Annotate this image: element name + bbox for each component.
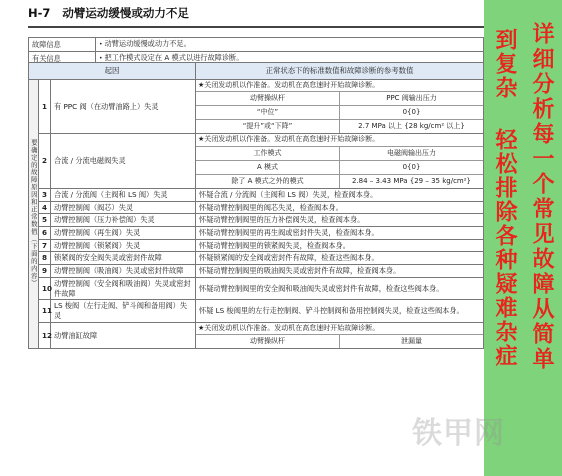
row-reference: 怀疑锁紧阀的安全阀或密封件有故障，检查这些阀本身。 — [196, 252, 484, 265]
sub-cell: “中位” — [196, 106, 340, 120]
row-reference: 怀疑动臂控制阀里的锁紧阀失灵，检查阀本身。 — [196, 239, 484, 252]
row-cause: 动臂油缸故障 — [51, 322, 196, 348]
sub-header: 电磁阀输出压力 — [340, 147, 484, 161]
row-note: ★关闭发动机以作准备。发动机在高怠速时开始故障诊断。 — [196, 323, 483, 335]
row-cause: 合流 / 分流电磁阀失灵 — [51, 134, 196, 188]
promo-text-2: 轻松排除各种疑难杂症 — [492, 128, 517, 368]
row-cause: 动臂控制阀（吸油阀）失灵或密封件故障 — [51, 265, 196, 278]
table-row — [29, 188, 484, 201]
section-code: H-7 — [28, 6, 51, 20]
row-cause: 动臂控制阀（锁紧阀）失灵 — [51, 239, 196, 252]
row-reference: 怀疑动臂控制阀里的再生阀或密封件失灵，检查阀本身。 — [196, 227, 484, 240]
row-number: 12 — [39, 322, 51, 348]
header-reference: 正常状态下的标准数值和故障诊断的参考数值 — [196, 63, 484, 80]
row-number: 11 — [39, 300, 51, 322]
row-cause: LS 梭阀（左行走阀、铲斗阀和备用阀）失灵 — [51, 300, 196, 322]
row-number: 8 — [39, 252, 51, 265]
row-reference — [196, 322, 484, 348]
table-row — [29, 252, 484, 265]
row-number: 10 — [39, 277, 51, 299]
row-cause: 动臂控制阀（安全阀和吸油阀）失灵或密封件故障 — [51, 277, 196, 299]
row-cause: 动臂控制阀（再生阀）失灵 — [51, 227, 196, 240]
row-cause: 动臂控制阀（阀芯）失灵 — [51, 201, 196, 214]
sub-cell: 0{0} — [340, 160, 484, 174]
sub-cell: 除了 A 模式之外的模式 — [231, 176, 304, 185]
row-reference: 怀疑 LS 梭阀里的左行走控制阀、铲斗控制阀和备用控制阀失灵，检查这些阀本身。 — [196, 300, 484, 322]
diagnosis-table — [28, 62, 484, 349]
sub-table — [196, 147, 483, 188]
header-cause: 起因 — [29, 63, 196, 80]
row-cause: 合流 / 分流阀（主阀和 LS 阀）失灵 — [51, 188, 196, 201]
row-reference: 怀疑动臂控制阀里的阀芯失灵，检查阀本身。 — [196, 201, 484, 214]
info-label: 有关信息 — [29, 52, 96, 66]
table-header-row — [29, 63, 484, 80]
table-row — [29, 201, 484, 214]
info-label: 故障信息 — [29, 38, 96, 52]
row-number: 5 — [39, 214, 51, 227]
promo-text-3: 详细分析每一个常见故障从简单 — [529, 22, 554, 372]
sub-table — [196, 335, 483, 348]
table-row — [29, 227, 484, 240]
sub-cell: 2.84 – 3.43 MPa {29 – 35 kg/cm²} — [340, 174, 484, 188]
sub-cell: “提升”或“下降” — [242, 122, 293, 131]
sub-cell: 0{0} — [340, 106, 484, 120]
table-row — [29, 239, 484, 252]
table-row — [29, 214, 484, 227]
sub-header: 动臂操纵杆 — [196, 92, 340, 106]
row-number: 2 — [39, 134, 51, 188]
row-cause: 有 PPC 阀（在动臂油路上）失灵 — [51, 80, 196, 134]
row-note: ★关闭发动机以作准备。发动机在高怠速时开始故障诊断。 — [196, 134, 483, 146]
row-note: ★关闭发动机以作准备。发动机在高怠速时开始故障诊断。 — [196, 80, 483, 92]
sub-header: PPC 阀输出压力 — [340, 92, 484, 106]
row-number: 4 — [39, 201, 51, 214]
sub-cell: A 模式 — [196, 160, 340, 174]
site-watermark: 铁甲网 — [412, 416, 505, 451]
sub-table — [196, 92, 483, 133]
row-reference: 怀疑合流 / 分流阀（主阀和 LS 阀）失灵，检查阀本身。 — [196, 188, 484, 201]
row-number: 1 — [39, 80, 51, 134]
row-cause: 动臂控制阀（压力补偿阀）失灵 — [51, 214, 196, 227]
row-reference: 怀疑动臂控制阀里的吸油阀失灵或密封件有故障，检查阀本身。 — [196, 265, 484, 278]
section-heading: 动臂运动缓慢或动力不足 — [62, 6, 189, 20]
sub-header: 泄漏量 — [340, 335, 484, 348]
row-reference: 怀疑动臂控制阀里的安全阀和吸油阀失灵或密封件有故障，检查这些阀本身。 — [196, 277, 484, 299]
table-row — [29, 322, 484, 348]
info-value: • 把工作模式设定在 A 模式以进行故障诊断。 — [96, 52, 484, 66]
sub-header: 工作模式 — [196, 147, 340, 161]
row-reference — [196, 134, 484, 188]
sub-cell: 2.7 MPa 以上 {28 kg/cm² 以上} — [340, 120, 484, 134]
promo-text-1: 到复杂 — [492, 28, 517, 100]
row-number: 6 — [39, 227, 51, 240]
row-number: 7 — [39, 239, 51, 252]
side-label: 要确定的故障原因和正常数值（下面的内容） — [29, 80, 39, 349]
section-title — [28, 5, 189, 25]
table-row — [29, 265, 484, 278]
row-number: 9 — [39, 265, 51, 278]
info-value: • 动臂运动缓慢或动力不足。 — [96, 38, 484, 52]
row-reference — [196, 80, 484, 134]
row-reference: 怀疑动臂控制阀里的压力补偿阀失灵，检查阀本身。 — [196, 214, 484, 227]
row-cause: 锁紧阀的安全阀失灵或密封件故障 — [51, 252, 196, 265]
row-number: 3 — [39, 188, 51, 201]
sub-header: 动臂操纵杆 — [250, 337, 285, 345]
title-divider — [28, 26, 484, 28]
info-row — [29, 38, 484, 52]
table-row — [29, 80, 484, 134]
table-row — [29, 134, 484, 188]
table-row — [29, 300, 484, 322]
table-row — [29, 277, 484, 299]
